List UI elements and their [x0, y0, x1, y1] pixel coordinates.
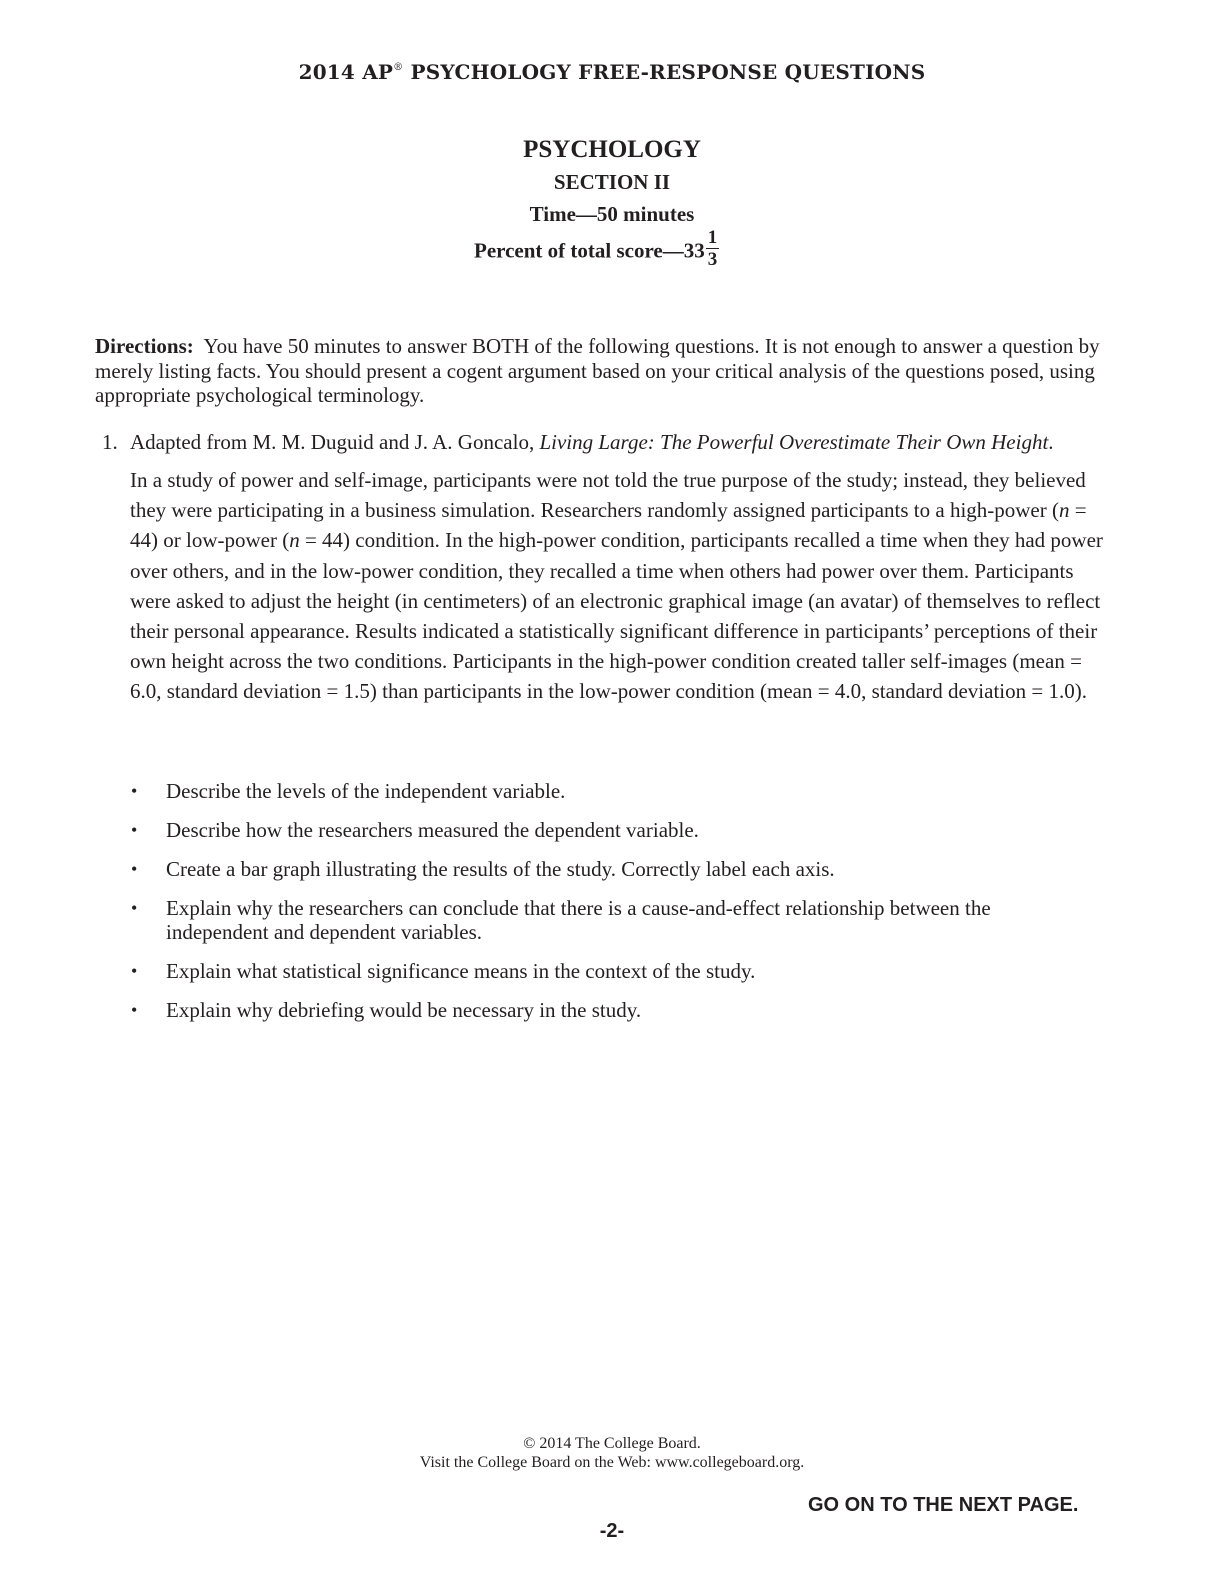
body-part-2: = 44) or low-power ( — [130, 498, 1087, 553]
bullet-icon: • — [131, 781, 138, 801]
bullet-icon: • — [131, 961, 138, 981]
subject-title: PSYCHOLOGY — [523, 136, 701, 163]
task-text: Explain why the researchers can conclude that there is a cause-and-effect relationship between the independent and dependent variables. — [166, 896, 991, 944]
page-number: -2- — [599, 1520, 625, 1542]
question-number: 1. — [102, 430, 118, 454]
percent-of-score — [474, 227, 774, 273]
n-symbol: n — [1059, 498, 1070, 523]
task-item — [130, 959, 1090, 983]
task-item — [130, 857, 1090, 881]
task-text: Describe how the researchers measured the dependent variable. — [166, 818, 699, 842]
source-title: Living Large: The Powerful Overestimate Their Own Height — [539, 430, 1049, 454]
fraction-numerator: 1 — [707, 227, 718, 248]
source-prefix: Adapted from M. M. Duguid and J. A. Goncalo, — [130, 430, 540, 454]
task-text: Explain why debriefing would be necessary in the study. — [166, 998, 642, 1022]
task-item — [130, 779, 1090, 803]
page-header — [0, 60, 1224, 84]
header-title-prefix: 2014 AP — [298, 60, 394, 84]
directions-text: You have 50 minutes to answer BOTH of the following questions. It is not enough to answer a question by merely listing facts. You should present a cogent argument based on your critical analysis of the questions posed, using appropriate psychological terminology. — [95, 334, 1100, 407]
question-body — [130, 465, 1115, 707]
question-source — [130, 430, 1130, 455]
task-text: Create a bar graph illustrating the results of the study. Correctly label each axis. — [166, 857, 835, 881]
task-text: Describe the levels of the independent variable. — [166, 779, 566, 803]
next-page-notice: GO ON TO THE NEXT PAGE. — [808, 1494, 1079, 1516]
bullet-icon: • — [131, 898, 138, 918]
registered-trademark: ® — [393, 62, 404, 73]
source-suffix: . — [1048, 430, 1054, 454]
directions-label: Directions: — [95, 334, 194, 358]
body-part-3: = 44) condition. In the high-power condition, participants recalled a time when they had power over others, and in the low-power condition, they recalled a time when others had power over them. Participants were asked to adjust the height (in centimeters) of an electronic graphical image (an avatar) of themselves to reflect their personal appearance. Results indicated a statistically significant difference in participants’ perceptions of their own height across the two conditions. Participants in the high-power condition created taller self-images (mean = 6.0, standard deviation = 1.5) than participants in the low-power condition (mean = 4.0, standard deviation = 1.0). — [130, 528, 1103, 704]
task-list — [130, 779, 1090, 1037]
task-item — [130, 896, 1090, 944]
body-part-1: In a study of power and self-image, participants were not told the true purpose of the study; instead, they believed they were participating in a business simulation. Researchers randomly assigned participants to a high-power ( — [130, 468, 1086, 523]
directions-paragraph — [95, 334, 1125, 408]
percent-label: Percent of total score—33 — [474, 238, 705, 263]
time-allowed: Time—50 minutes — [529, 202, 695, 226]
section-name: SECTION II — [553, 170, 671, 194]
website-line: Visit the College Board on the Web: www.collegeboard.org. — [419, 1454, 805, 1471]
fraction — [706, 228, 720, 269]
task-text: Explain what statistical significance means in the context of the study. — [166, 959, 756, 983]
bullet-icon: • — [131, 1000, 138, 1020]
copyright-footer — [0, 1434, 1224, 1472]
n-symbol: n — [289, 528, 300, 553]
task-item — [130, 818, 1090, 842]
bullet-icon: • — [131, 859, 138, 879]
task-item — [130, 998, 1090, 1022]
bullet-icon: • — [131, 820, 138, 840]
fraction-denominator: 3 — [707, 249, 718, 270]
copyright-line: © 2014 The College Board. — [523, 1435, 701, 1452]
header-title-suffix: PSYCHOLOGY FREE-RESPONSE QUESTIONS — [403, 60, 926, 84]
